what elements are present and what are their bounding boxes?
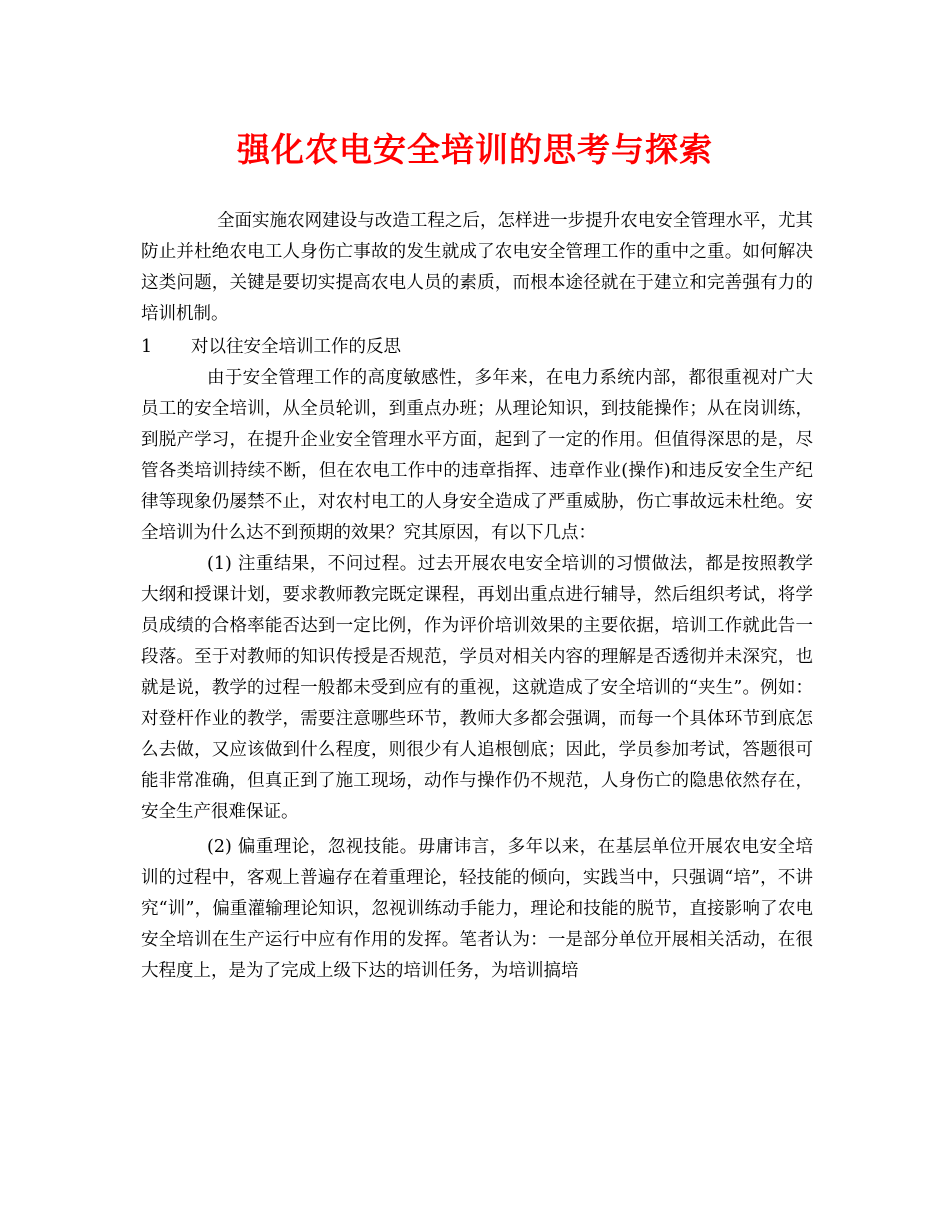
body-paragraph: 由于安全管理工作的高度敏感性，多年来，在电力系统内部，都很重视对广大员工的安全培训，从全员轮训，到重点办班；从理论知识，到技能操作；从在岗训练，到脱产学习，在提升企业安全管理水平方面，起到了一定的作用。但值得深思的是，尽管各类培训持续不断，但在农电工作中的违章指挥、违章作业(操作)和违反安全生产纪律等现象仍屡禁不止，对农村电工的人身安全造成了严重威胁，伤亡事故远未杜绝。安全培训为什么达不到预期的效果？究其原因，有以下几点： [141,368,813,543]
section-title: 对以往安全培训工作的反思 [191,337,401,357]
body-paragraph: (1) 注重结果，不问过程。过去开展农电安全培训的习惯做法，都是按照教学大纲和授课计划，要求教师教完既定课程，再划出重点进行辅导，然后组织考试，将学员成绩的合格率能否达到一定比例，作为评价培训效果的主要依据，培训工作就此告一段落。至于对教师的知识传授是否规范，学员对相关内容的理解是否透彻并未深究，也就是说，教学的过程一般都未受到应有的重视，这就造成了安全培训的“夹生”。例如：对登杆作业的教学，需要注意哪些环节，教师大多都会强调，而每一个具体环节到底怎么去做，又应该做到什么程度，则很少有人追根刨底；因此，学员参加考试，答题很可能非常准确，但真正到了施工现场，动作与操作仍不规范，人身伤亡的隐患依然存在，安全生产很难保证。 [141,554,813,822]
section-heading [141,332,813,363]
body-paragraph: (2) 偏重理论，忽视技能。毋庸讳言，多年以来，在基层单位开展农电安全培训的过程中，客观上普遍存在着重理论，轻技能的倾向，实践当中，只强调“培”，不讲究“训”，偏重灌输理论知识，忽视训练动手能力，理论和技能的脱节，直接影响了农电安全培训在生产运行中应有作用的发挥。笔者认为：一是部分单位开展相关活动，在很大程度上，是为了完成上级下达的培训任务，为培训搞培 [141,837,813,981]
section-number: 1 [141,337,153,357]
document-body [141,206,813,987]
document-title: 强化农电安全培训的思考与探索 [237,130,713,169]
intro-paragraph: 全面实施农网建设与改造工程之后，怎样进一步提升农电安全管理水平，尤其防止并杜绝农电工人身伤亡事故的发生就成了农电安全管理工作的重中之重。如何解决这类问题，关键是要切实提高农电人员的素质，而根本途径就在于建立和完善强有力的培训机制。 [141,211,813,324]
